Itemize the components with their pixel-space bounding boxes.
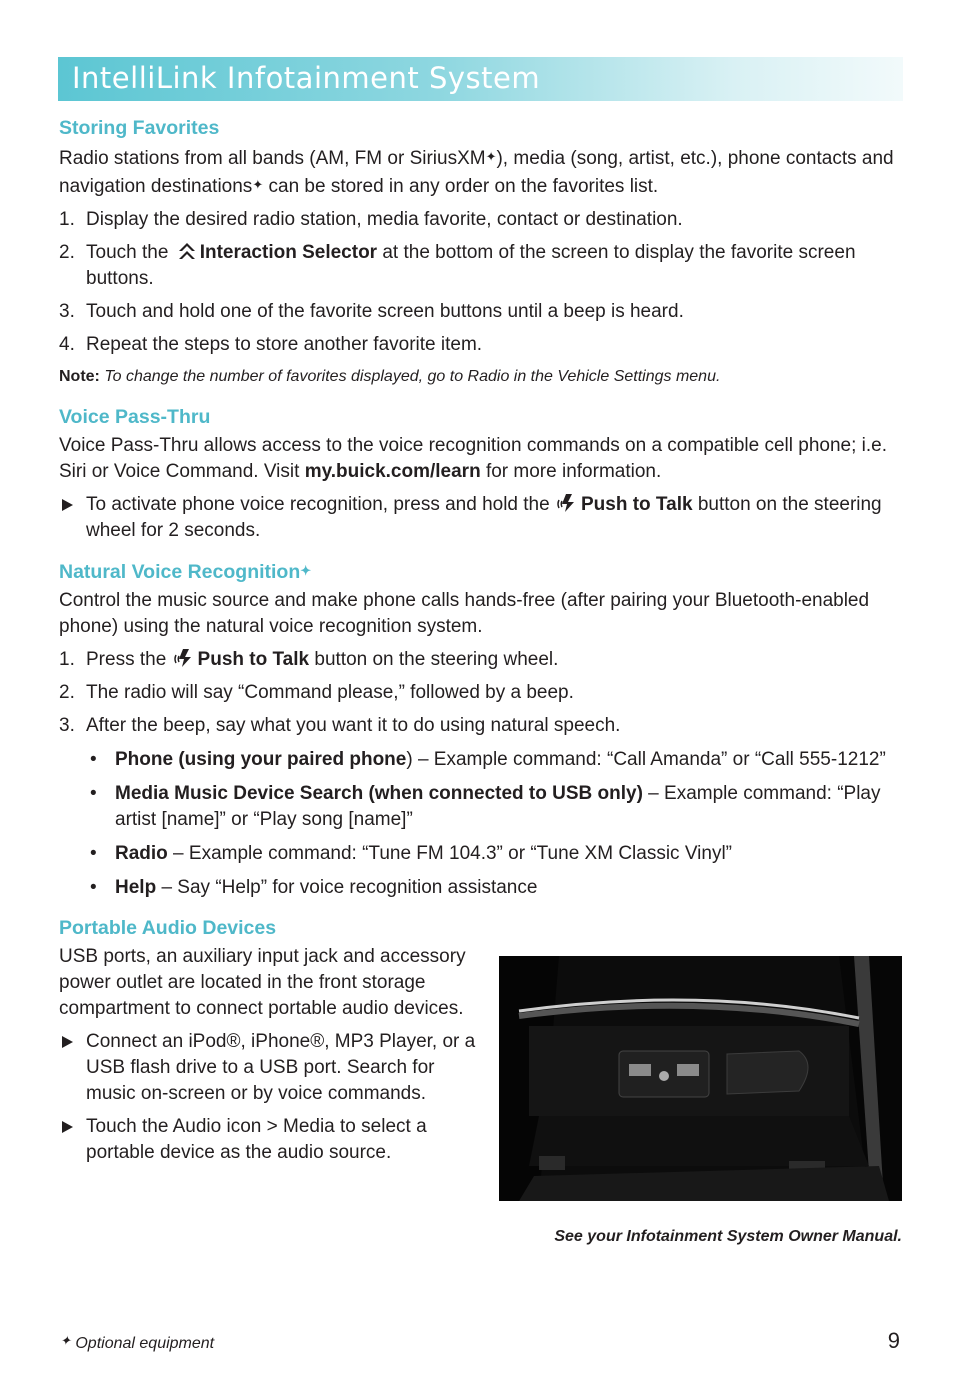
favorites-step-3: 3. Touch and hold one of the favorite screen buttons until a beep is heard. (59, 301, 684, 322)
audio-heading: Portable Audio Devices (59, 917, 277, 939)
footer-optional-note: ✦ Optional equipment (60, 1333, 215, 1352)
manual-caption: See your Infotainment System Owner Manual. (554, 1228, 902, 1245)
storage-compartment-illustration (499, 956, 902, 1201)
natural-step-1: 1. Press the Push to Talk button on the steering wheel. (59, 649, 559, 670)
interaction-selector-icon (176, 241, 198, 261)
audio-bullet-1: Connect an iPod®, iPhone®, MP3 Player, or a USB flash drive to a USB port. Search for music on-screen or by voice commands. (59, 1029, 479, 1107)
natural-item-help: • Help – Say “Help” for voice recognition assistance (90, 877, 538, 898)
usb-ports-photo (499, 956, 902, 1201)
favorites-step-4: 4. Repeat the steps to store another favorite item. (59, 334, 483, 355)
arrow-bullet-icon (62, 1036, 73, 1048)
favorites-heading: Storing Favorites (59, 117, 220, 139)
arrow-bullet-icon (62, 499, 73, 511)
natural-item-radio: • Radio – Example command: “Tune FM 104.3” or “Tune XM Classic Vinyl” (90, 843, 732, 864)
audio-section (59, 944, 479, 1166)
page-number: 9 (887, 1328, 900, 1353)
audio-bullet-2: Touch the Audio icon > Media to select a portable device as the audio source. (59, 1114, 479, 1166)
optional-star-icon: ✦ (485, 149, 497, 164)
natural-step-2: 2. The radio will say “Command please,” followed by a beep. (59, 682, 574, 703)
natural-voice-heading: Natural Voice Recognition✦ (59, 561, 312, 583)
push-to-talk-icon (557, 493, 579, 513)
optional-star-icon: ✦ (252, 177, 264, 192)
natural-voice-intro: Control the music source and make phone calls hands-free (after pairing your Bluetooth-enabled phone) using the natural voice recognition system. (59, 590, 870, 637)
natural-item-media: • Media Music Device Search (when connected to USB only) – Example command: “Play artist [name]” or “Play song [name]” (90, 783, 881, 830)
page-title: IntelliLink Infotainment System (72, 61, 541, 95)
push-to-talk-icon (174, 648, 196, 668)
passthru-intro: Voice Pass-Thru allows access to the voice recognition commands on a compatible cell phone; i.e. Siri or Voice Command. Visit my.buick.com/learn for more information. (59, 435, 887, 482)
arrow-bullet-icon (62, 1121, 73, 1133)
optional-star-icon: ✦ (300, 563, 312, 578)
favorites-note: Note: To change the number of favorites displayed, go to Radio in the Vehicle Settings menu. (59, 368, 721, 385)
natural-step-3: 3. After the beep, say what you want it to do using natural speech. (59, 715, 621, 736)
favorites-intro: Radio stations from all bands (AM, FM or SiriusXM✦), media (song, artist, etc.), phone contacts and navigation destinations✦ can be stored in any order on the favorites list. (59, 148, 894, 197)
favorites-step-2: 2. Touch the Interaction Selector at the bottom of the screen to display the favorite screen buttons. (59, 242, 856, 289)
buick-link[interactable]: my.buick.com/learn (304, 461, 481, 482)
optional-star-icon: ✦ (60, 1333, 71, 1348)
favorites-step-1: 1. Display the desired radio station, media favorite, contact or destination. (59, 209, 683, 230)
passthru-bullet: To activate phone voice recognition, press and hold the Push to Talk button on the steering wheel for 2 seconds. (59, 492, 904, 544)
audio-intro: USB ports, an auxiliary input jack and accessory power outlet are located in the front storage compartment to connect portable audio devices. (59, 946, 466, 1019)
natural-item-phone: • Phone (using your paired phone) – Example command: “Call Amanda” or “Call 555-1212” (90, 749, 886, 770)
passthru-heading: Voice Pass-Thru (59, 406, 211, 428)
